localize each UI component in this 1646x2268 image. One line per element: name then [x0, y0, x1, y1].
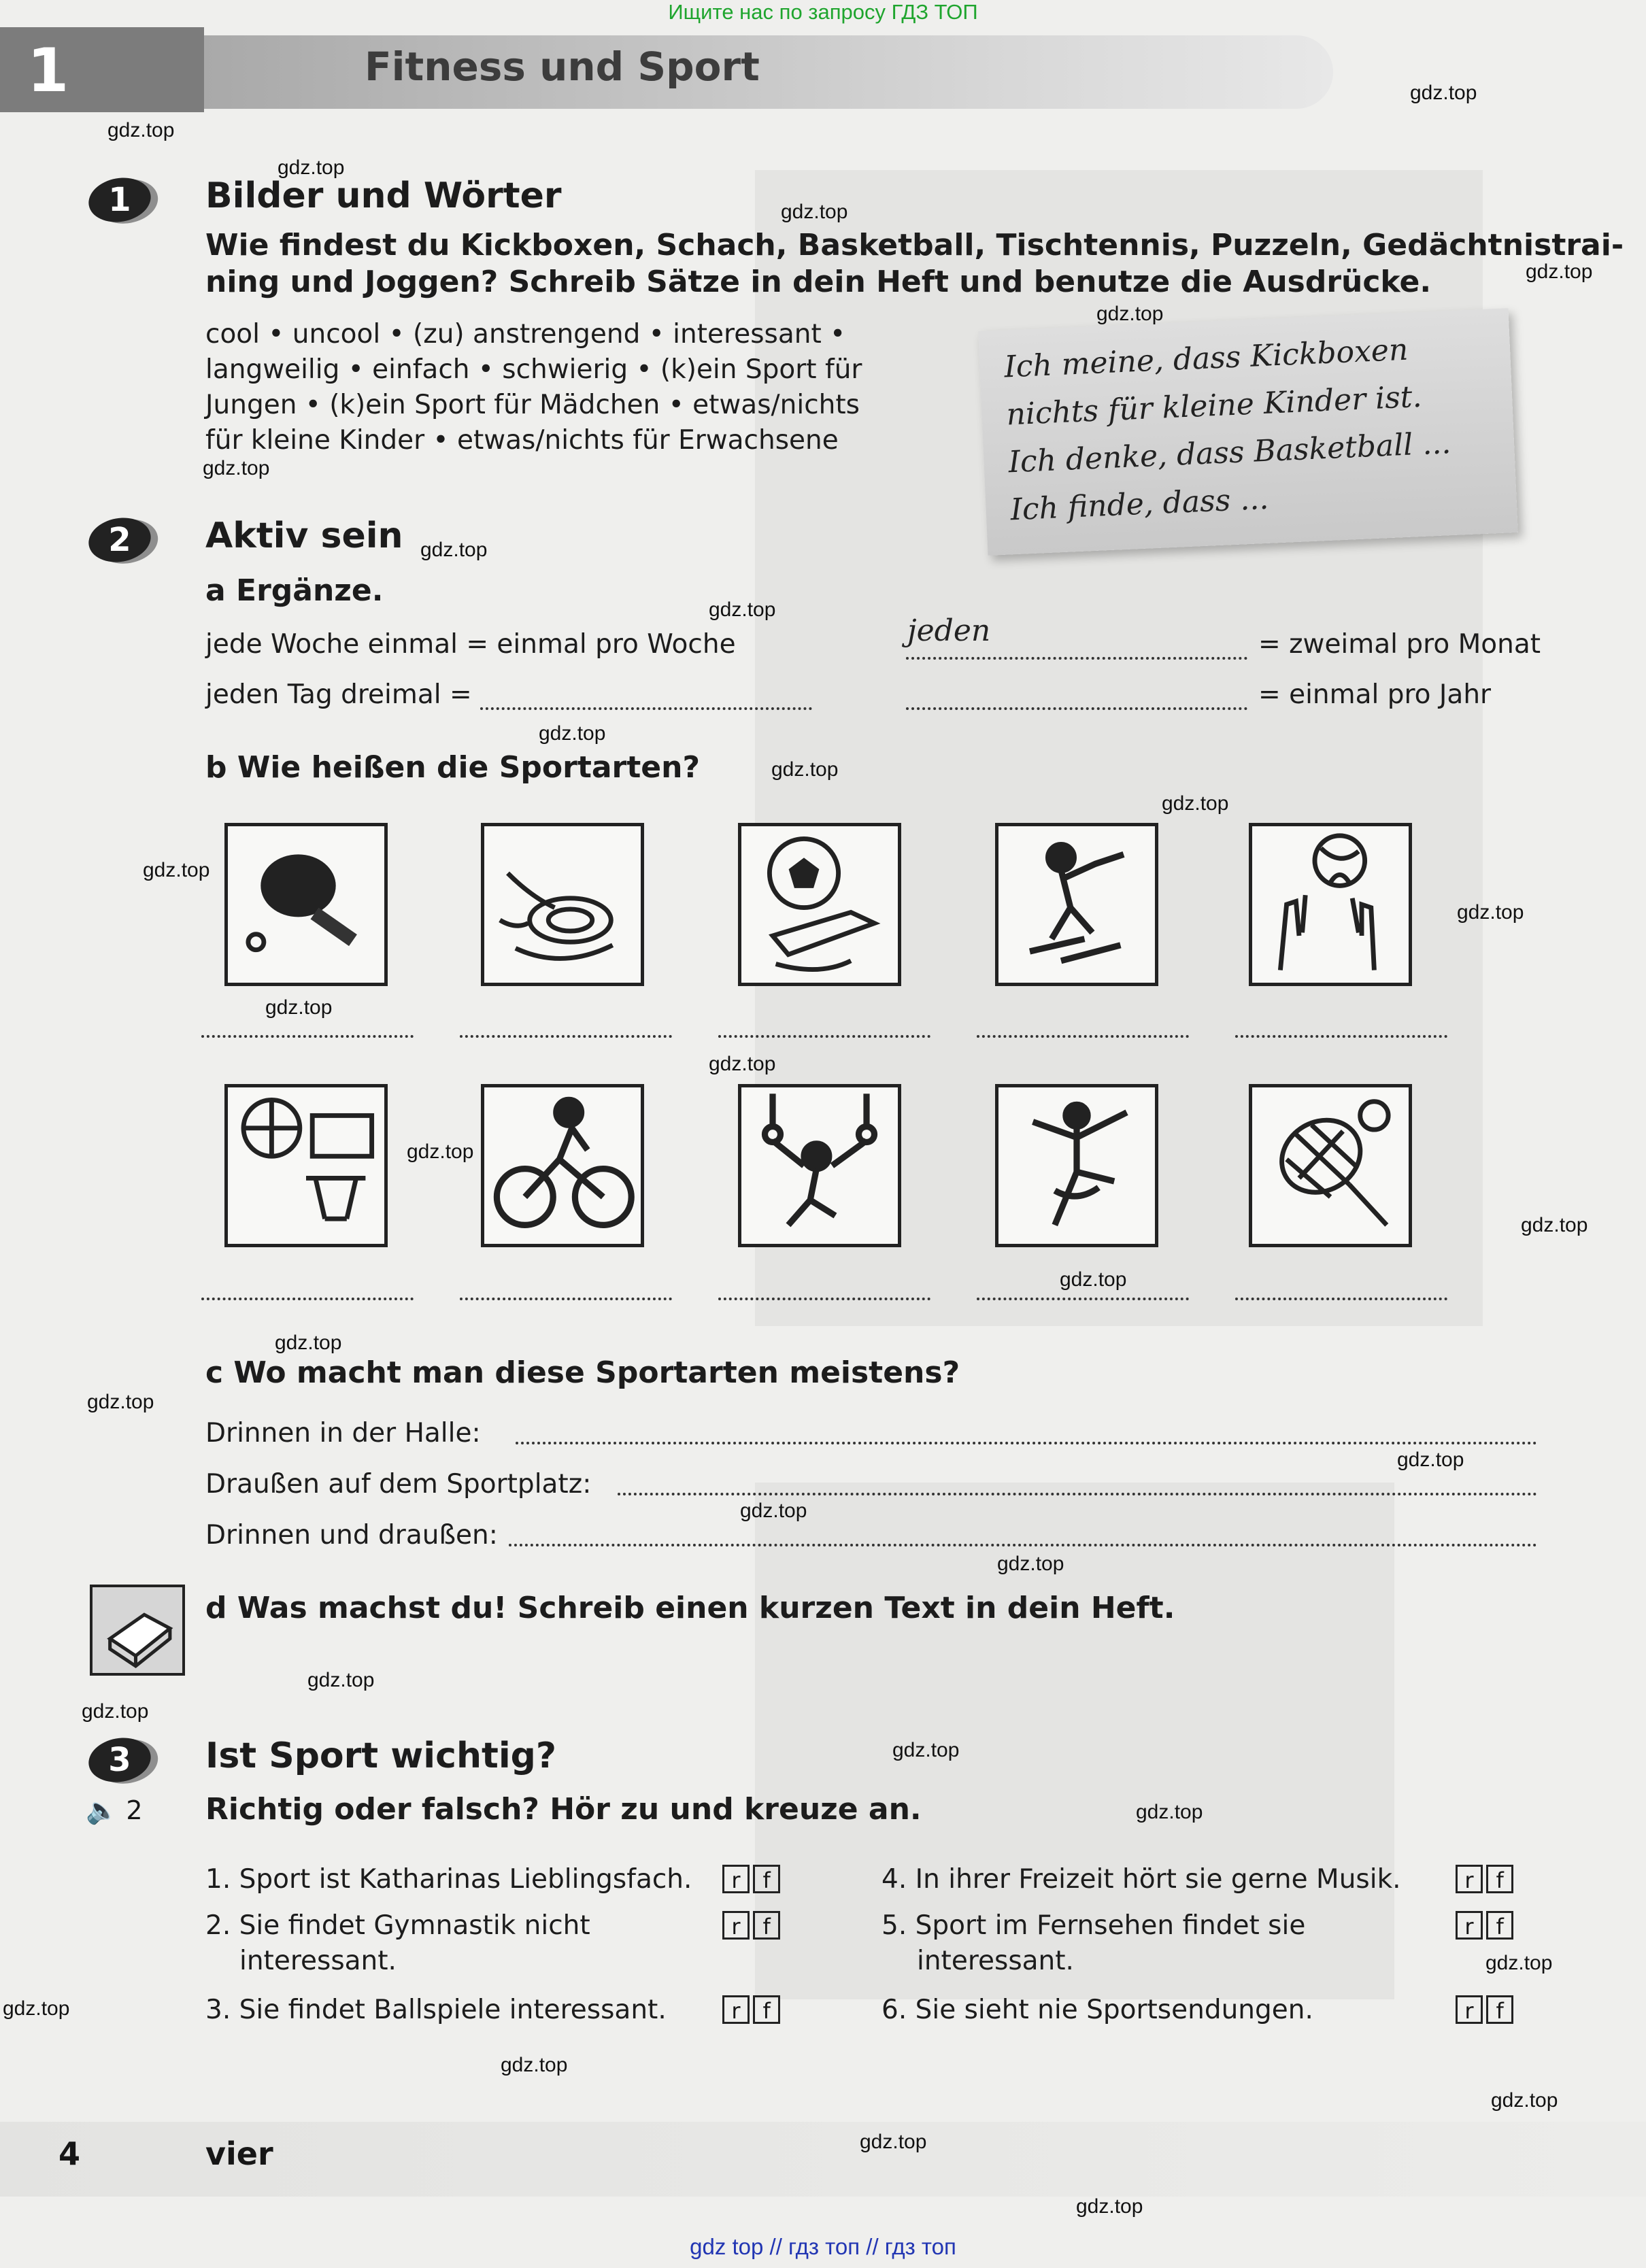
watermark: gdz.top	[278, 156, 345, 179]
ex2a-row2-left: jeden Tag dreimal =	[205, 679, 472, 710]
answer-boxes	[722, 1865, 780, 1893]
watermark: gdz.top	[892, 1739, 960, 1761]
watermark: gdz.top	[82, 1700, 149, 1723]
expression-list	[205, 317, 862, 458]
sport-answer-blank[interactable]	[977, 1035, 1189, 1038]
sport-answer-blank[interactable]	[460, 1298, 672, 1300]
watermark: gdz.top	[1485, 1952, 1553, 1974]
sport-answer-blank[interactable]	[1235, 1298, 1447, 1300]
answer-boxes	[1456, 1911, 1513, 1940]
ex2a-title: a Ergänze.	[205, 573, 384, 608]
notebook-icon	[90, 1585, 185, 1676]
ex2c-line-label: Drinnen und draußen:	[205, 1520, 498, 1551]
expression-line: für kleine Kinder • etwas/nichts für Erwachsene	[205, 425, 839, 456]
ex3-instruction: Richtig oder falsch? Hör zu und kreuze an.	[205, 1792, 922, 1827]
falsch-checkbox[interactable]: f	[1486, 1995, 1513, 2024]
gymnastics-rings-picture	[738, 1084, 901, 1247]
statement: 1. Sport ist Katharinas Lieblingsfach.	[205, 1864, 692, 1895]
watermark: gdz.top	[87, 1391, 154, 1413]
tennis-picture	[1249, 1084, 1412, 1247]
watermark: gdz.top	[1397, 1449, 1464, 1471]
sport-answer-blank[interactable]	[1235, 1035, 1447, 1038]
richtig-checkbox[interactable]: r	[722, 1995, 750, 2024]
swimming-picture	[481, 823, 644, 986]
statement: 4. In ihrer Freizeit hört sie gerne Musik.	[881, 1864, 1401, 1895]
watermark: gdz.top	[265, 996, 333, 1019]
audio-track	[86, 1795, 143, 1826]
ex2a-row1-left: jede Woche einmal = einmal pro Woche	[205, 629, 736, 660]
exercise-number-badge: 1	[85, 173, 154, 226]
richtig-checkbox[interactable]: r	[1456, 1865, 1483, 1893]
watermark: gdz.top	[1096, 303, 1164, 325]
watermark: gdz.top	[1136, 1801, 1203, 1823]
ex1-instruction-line2: ning und Joggen? Schreib Sätze in dein Heft und benutze die Ausdrücke.	[205, 265, 1432, 299]
watermark: gdz.top	[539, 722, 606, 745]
watermark: gdz.top	[1060, 1268, 1127, 1291]
basketball-picture	[224, 1084, 388, 1247]
watermark: gdz.top	[1457, 901, 1524, 924]
watermark: gdz.top	[501, 2054, 568, 2076]
ex2a-row2-blank1[interactable]	[480, 707, 812, 710]
watermark: gdz.top	[307, 1669, 375, 1691]
falsch-checkbox[interactable]: f	[753, 1911, 780, 1940]
ex2c-line-blank[interactable]	[618, 1493, 1537, 1495]
falsch-checkbox[interactable]: f	[753, 1865, 780, 1893]
falsch-checkbox[interactable]: f	[1486, 1911, 1513, 1940]
ex2d-title: d Was machst du! Schreib einen kurzen Text in dein Heft.	[205, 1591, 1175, 1625]
ex2c-line-label: Draußen auf dem Sportplatz:	[205, 1469, 592, 1500]
handwritten-note	[978, 308, 1518, 556]
ex1-instruction-line1: Wie findest du Kickboxen, Schach, Basketball, Tischtennis, Puzzeln, Gedächtnistrai-	[205, 228, 1624, 263]
statement-continuation: interessant.	[239, 1946, 397, 1976]
answer-boxes	[1456, 1865, 1513, 1893]
note-line: Ich finde, dass ...	[1009, 481, 1270, 528]
falsch-checkbox[interactable]: f	[1486, 1865, 1513, 1893]
statement: 2. Sie findet Gymnastik nicht	[205, 1910, 590, 1941]
speaker-icon: 🔈	[86, 1795, 118, 1825]
ex2c-title: c Wo macht man diese Sportarten meistens?	[205, 1355, 960, 1390]
bottom-note[interactable]: gdz top // гдз топ // гдз топ	[690, 2234, 956, 2259]
watermark: gdz.top	[740, 1500, 807, 1522]
cycling-picture	[481, 1084, 644, 1247]
ex2a-row1-right: = zweimal pro Monat	[1258, 629, 1541, 660]
audio-track-number: 2	[126, 1795, 143, 1825]
falsch-checkbox[interactable]: f	[753, 1995, 780, 2024]
ballet-picture	[995, 1084, 1158, 1247]
watermark: gdz.top	[1491, 2089, 1558, 2112]
note-line: Ich meine, dass Kickboxen	[1003, 332, 1409, 385]
exercise-number-badge: 3	[85, 1733, 154, 1787]
note-line: Ich denke, dass Basketball ...	[1007, 426, 1452, 480]
top-note[interactable]: Ищите нас по запросу ГДЗ ТОП	[668, 0, 978, 24]
ex3-title: Ist Sport wichtig?	[205, 1736, 557, 1776]
ex2c-line-blank[interactable]	[516, 1442, 1537, 1444]
ex2c-line-blank[interactable]	[509, 1544, 1537, 1546]
statement: 3. Sie findet Ballspiele interessant.	[205, 1995, 667, 2025]
ex2b-title: b Wie heißen die Sportarten?	[205, 750, 700, 785]
watermark: gdz.top	[1162, 792, 1229, 815]
watermark: gdz.top	[407, 1140, 474, 1163]
volleyball-picture	[1249, 823, 1412, 986]
watermark: gdz.top	[860, 2131, 927, 2153]
watermark: gdz.top	[709, 1053, 776, 1075]
chapter-number: 1	[27, 35, 69, 105]
table-tennis-picture	[224, 823, 388, 986]
watermark: gdz.top	[709, 598, 776, 621]
answer-boxes	[722, 1911, 780, 1940]
expression-line: cool • uncool • (zu) anstrengend • interessant •	[205, 319, 846, 350]
statement: 6. Sie sieht nie Sportsendungen.	[881, 1995, 1313, 2025]
richtig-checkbox[interactable]: r	[1456, 1911, 1483, 1940]
watermark: gdz.top	[1526, 260, 1593, 283]
ex1-title: Bilder und Wörter	[205, 175, 562, 216]
statement: 5. Sport im Fernsehen findet sie	[881, 1910, 1306, 1941]
ex2a-row1-answer: jeden	[907, 613, 991, 648]
answer-boxes	[722, 1995, 780, 2024]
expression-line: langweilig • einfach • schwierig • (k)ein Sport für	[205, 354, 862, 385]
note-line: nichts für kleine Kinder ist.	[1005, 379, 1423, 433]
ex2a-row2-blank2[interactable]	[906, 707, 1247, 710]
exercise-number-badge: 2	[85, 513, 154, 566]
statement-continuation: interessant.	[917, 1946, 1074, 1976]
watermark: gdz.top	[771, 758, 839, 781]
richtig-checkbox[interactable]: r	[1456, 1995, 1483, 2024]
watermark: gdz.top	[1410, 82, 1477, 104]
answer-boxes	[1456, 1995, 1513, 2024]
expression-line: Jungen • (k)ein Sport für Mädchen • etwas/nichts	[205, 390, 860, 420]
watermark: gdz.top	[203, 457, 270, 479]
watermark: gdz.top	[781, 201, 848, 223]
skiing-picture	[995, 823, 1158, 986]
richtig-checkbox[interactable]: r	[722, 1911, 750, 1940]
page-word: vier	[205, 2135, 273, 2172]
chapter-title: Fitness und Sport	[365, 44, 760, 90]
richtig-checkbox[interactable]: r	[722, 1865, 750, 1893]
football-picture	[738, 823, 901, 986]
watermark: gdz.top	[997, 1553, 1064, 1575]
sport-answer-blank[interactable]	[201, 1035, 414, 1038]
ex2a-row1-blank[interactable]	[906, 657, 1247, 660]
watermark: gdz.top	[3, 1997, 70, 2020]
watermark: gdz.top	[420, 539, 488, 561]
sport-answer-blank[interactable]	[460, 1035, 672, 1038]
chapter-number-tab	[0, 27, 204, 112]
ex2a-row2-right: = einmal pro Jahr	[1258, 679, 1492, 710]
page-number: 4	[58, 2135, 81, 2172]
ex2-title: Aktiv sein	[205, 515, 403, 556]
watermark: gdz.top	[1076, 2195, 1143, 2218]
watermark: gdz.top	[1521, 1214, 1588, 1236]
watermark: gdz.top	[143, 859, 210, 881]
sport-answer-blank[interactable]	[977, 1298, 1189, 1300]
watermark: gdz.top	[275, 1332, 342, 1354]
sport-answer-blank[interactable]	[718, 1298, 930, 1300]
ex2c-line-label: Drinnen in der Halle:	[205, 1418, 481, 1449]
watermark: gdz.top	[107, 119, 175, 141]
sport-answer-blank[interactable]	[201, 1298, 414, 1300]
sport-answer-blank[interactable]	[718, 1035, 930, 1038]
